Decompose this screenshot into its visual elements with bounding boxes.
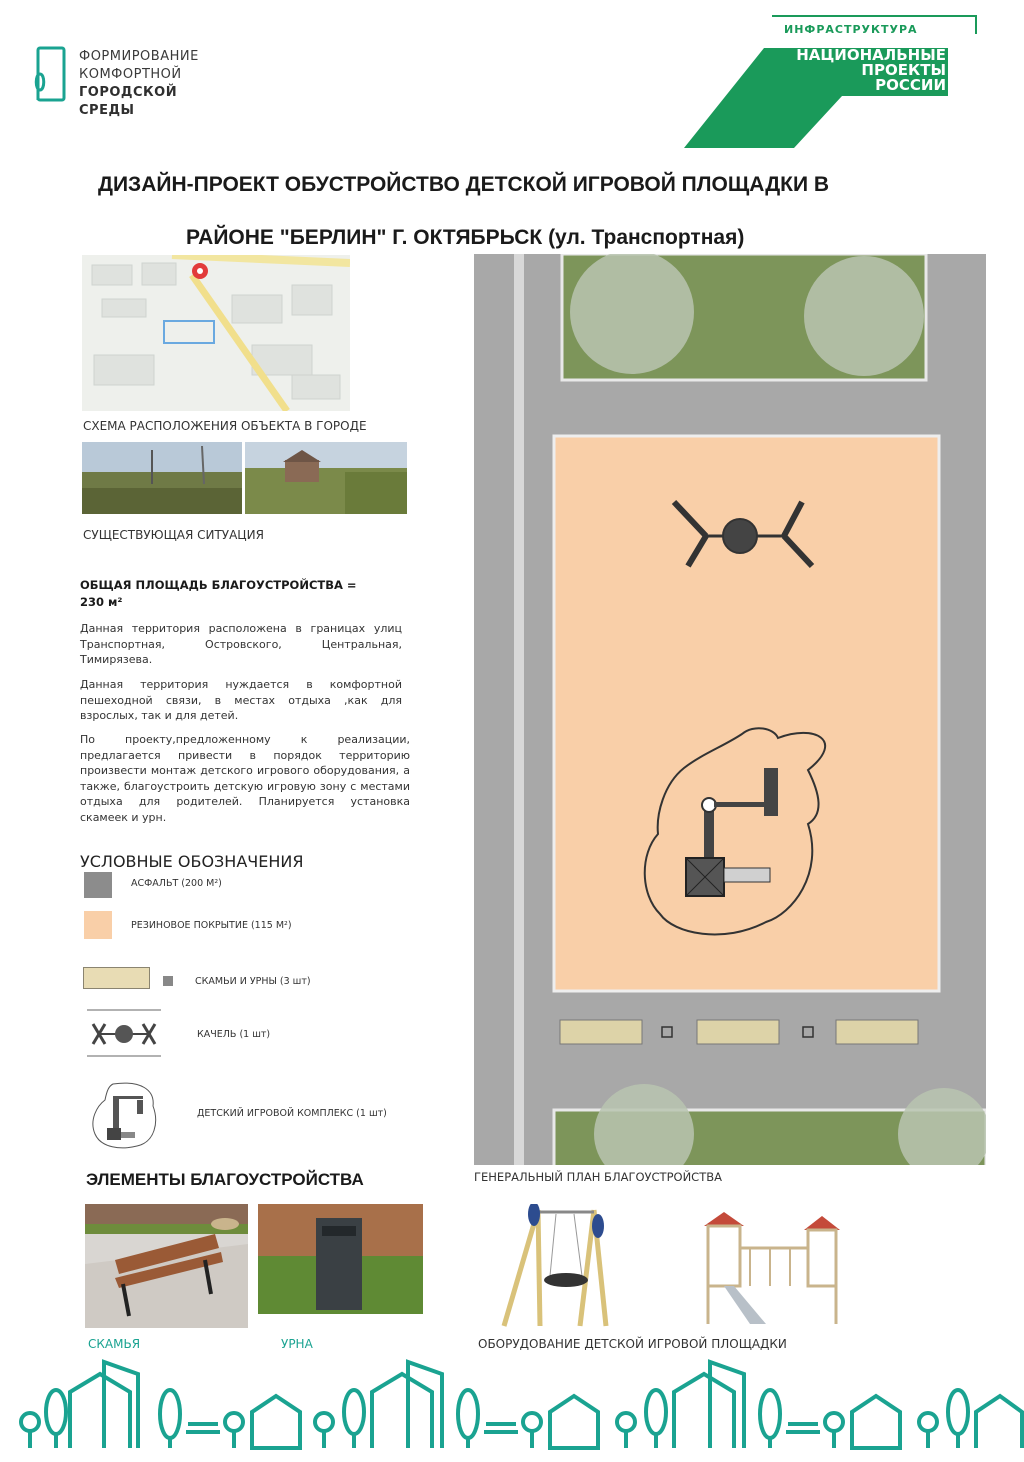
location-map <box>82 255 350 411</box>
legend-swatch-urn <box>163 976 173 986</box>
playground-equipment-icon <box>700 1208 848 1328</box>
comfort-city-logo-icon <box>32 34 76 104</box>
logo-line-2: КОМФОРТНОЙ <box>79 67 182 82</box>
map-caption: СХЕМА РАСПОЛОЖЕНИЯ ОБЪЕКТА В ГОРОДЕ <box>83 419 367 433</box>
legend-label-benches: СКАМЬИ И УРНЫ (3 шт) <box>195 976 311 987</box>
urn-photo-image <box>258 1204 423 1314</box>
swing-equipment-icon <box>498 1204 610 1330</box>
page-title-line-1: ДИЗАЙН-ПРОЕКТ ОБУСТРОЙСТВО ДЕТСКОЙ ИГРОВОЙ ПЛОЩАДКИ В <box>98 173 830 196</box>
logo-word-2: ПРОЕКТЫ <box>861 61 946 79</box>
page-title-line-2 <box>186 226 744 250</box>
location-map-drawing <box>82 255 350 411</box>
legend-swatch-bench <box>83 967 150 989</box>
bench-label: СКАМЬЯ <box>88 1337 141 1351</box>
comfort-city-logo-text <box>79 48 232 120</box>
logo-top-word: ИНФРАСТРУКТУРА <box>784 23 918 36</box>
logo-word-1: НАЦИОНАЛЬНЫЕ <box>796 46 946 64</box>
bench-photo-image <box>85 1204 248 1328</box>
legend-swing-symbol <box>83 1000 165 1066</box>
site-plan <box>474 254 986 1165</box>
urn-photo <box>258 1204 423 1314</box>
comfort-city-logo <box>32 34 232 118</box>
plan-benches <box>560 1020 918 1044</box>
city-skyline-ornament <box>0 1352 1024 1452</box>
urn-label: УРНА <box>281 1337 313 1351</box>
equipment-label: ОБОРУДОВАНИЕ ДЕТСКОЙ ИГРОВОЙ ПЛОЩАДКИ <box>478 1337 787 1351</box>
site-plan-drawing <box>474 254 986 1165</box>
situation-photo-1-image <box>82 442 242 514</box>
decorative-footer-border <box>0 1352 1024 1452</box>
header <box>0 0 1024 150</box>
page-title-main: РАЙОНЕ "БЕРЛИН" Г. ОКТЯБРЬСК <box>186 226 543 249</box>
area-value: 230 м² <box>80 595 123 609</box>
situation-photo-2-image <box>245 442 407 514</box>
legend-playground-symbol <box>83 1076 163 1156</box>
swing-symbol-icon <box>83 1000 165 1066</box>
legend-label-swing: КАЧЕЛЬ (1 шт) <box>197 1029 271 1040</box>
area-label: ОБЩАЯ ПЛОЩАДЬ БЛАГОУСТРОЙСТВА = <box>80 578 357 592</box>
legend-label-rubber: РЕЗИНОВОЕ ПОКРЫТИЕ (115 М²) <box>131 920 292 931</box>
legend-swatch-asphalt <box>84 872 112 898</box>
legend-swatch-rubber <box>84 911 112 939</box>
situation-caption: СУЩЕСТВУЮЩАЯ СИТУАЦИЯ <box>83 528 264 542</box>
situation-photo-1 <box>82 442 242 514</box>
plan-caption: ГЕНЕРАЛЬНЫЙ ПЛАН БЛАГОУСТРОЙСТВА <box>474 1170 722 1184</box>
logo-line-1: ФОРМИРОВАНИЕ <box>79 49 199 64</box>
logo-words <box>796 48 946 93</box>
logo-word-3: РОССИИ <box>875 76 946 94</box>
national-projects-logo <box>684 12 984 152</box>
situation-photo-2 <box>245 442 407 514</box>
area-info <box>80 577 357 611</box>
description-paragraph-1: Данная территория расположена в границах улиц Транспортная, Островского, Центральная, Тимирязева. <box>80 622 402 666</box>
legend-title: УСЛОВНЫЕ ОБОЗНАЧЕНИЯ <box>80 852 304 871</box>
legend-label-playground: ДЕТСКИЙ ИГРОВОЙ КОМПЛЕКС (1 шт) <box>197 1108 387 1119</box>
elements-title: ЭЛЕМЕНТЫ БЛАГОУСТРОЙСТВА <box>86 1170 364 1189</box>
swing-equipment-image <box>498 1204 610 1330</box>
logo-line-3: ГОРОДСКОЙ СРЕДЫ <box>79 85 178 118</box>
description-paragraph-3: По проекту,предложенному к реализации, предлагается привести в порядок территорию произвести монтаж детского игрового оборудования, а также, благоустроить детскую игровую зону с местами отдыха для родителей. Планируется установка скамеек и урн. <box>80 733 410 824</box>
description-paragraph-2: Данная территория нуждается в комфортной пешеходной связи, в местах отдыха ,как для взрослых, так и для детей. <box>80 678 402 722</box>
playground-equipment-image <box>700 1208 848 1328</box>
bench-photo <box>85 1204 248 1328</box>
legend-label-asphalt: АСФАЛЬТ (200 М²) <box>131 878 222 889</box>
playground-complex-symbol-icon <box>83 1076 163 1156</box>
page-title-street: (ул. Транспортная) <box>548 226 745 249</box>
